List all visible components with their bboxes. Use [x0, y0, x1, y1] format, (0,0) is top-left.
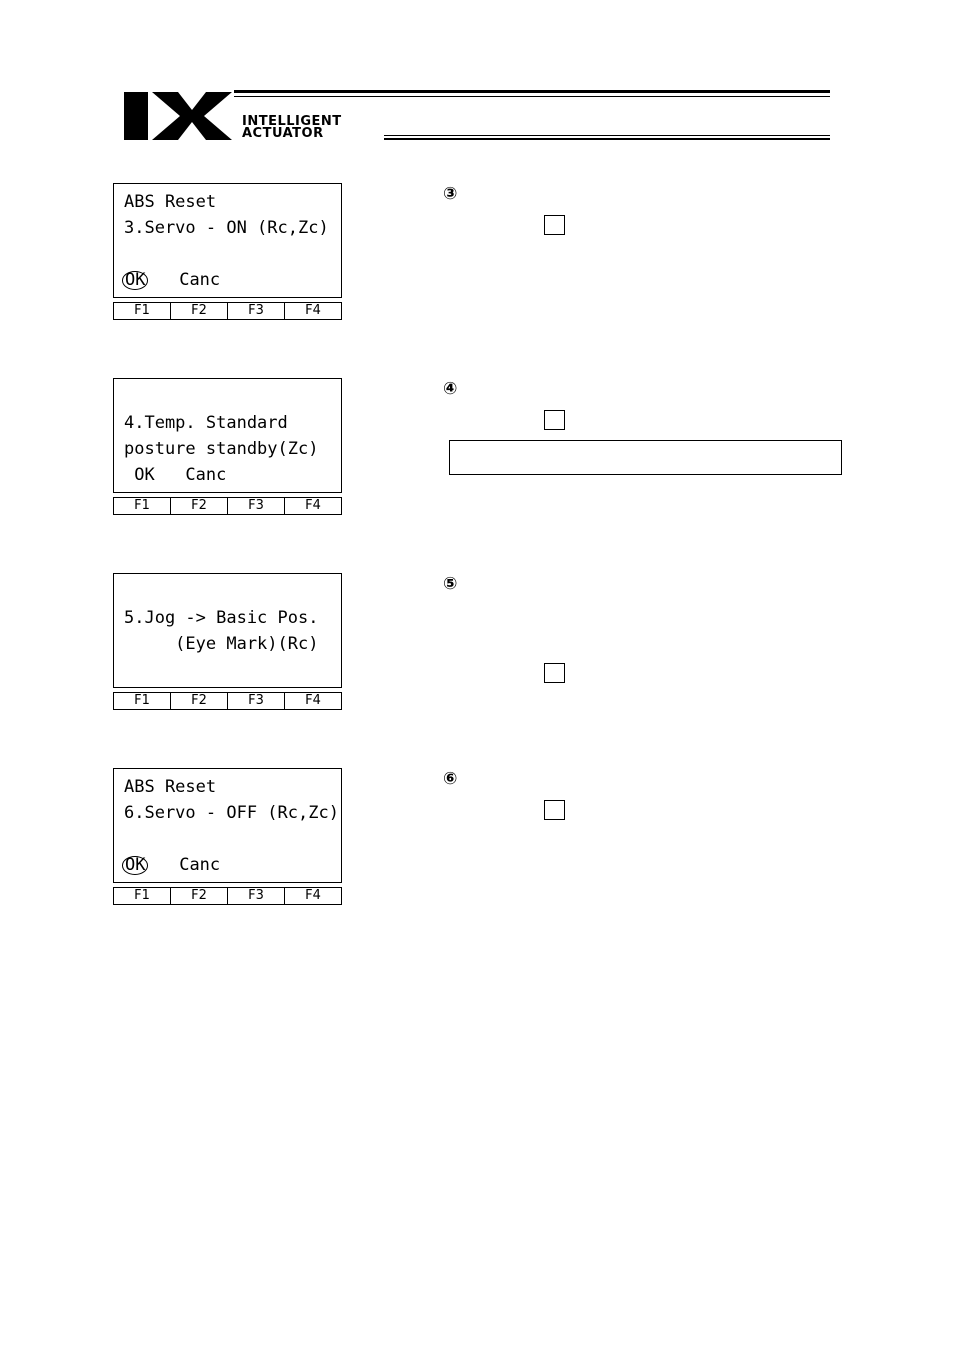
logo-text-line1: INTELLIGENT: [242, 114, 342, 129]
page-header: [122, 88, 830, 144]
ok-option-circled: OK: [122, 271, 148, 290]
key-placeholder-box: [544, 215, 565, 235]
pendant-screen-step3: [113, 183, 342, 298]
screen-line: ABS Reset: [124, 192, 217, 212]
function-key-bar: [113, 302, 342, 320]
screen-line: 6.Servo - OFF (Rc,Zc): [124, 803, 339, 823]
note-box: [449, 440, 842, 475]
screen-line: [124, 855, 220, 875]
header-rule: [384, 135, 830, 136]
f4-key[interactable]: F4: [305, 693, 321, 708]
screen-line: [124, 270, 220, 290]
header-rule: [384, 138, 830, 140]
screen-line: 3.Servo - ON (Rc,Zc): [124, 218, 329, 238]
pendant-screen-step4: [113, 378, 342, 493]
f1-key[interactable]: F1: [114, 693, 171, 709]
f2-key[interactable]: F2: [171, 303, 228, 319]
f2-key[interactable]: F2: [171, 888, 228, 904]
key-placeholder-box: [544, 410, 565, 430]
f4-key[interactable]: F4: [305, 303, 321, 318]
screen-line: 5.Jog -> Basic Pos.: [124, 608, 319, 628]
header-rule: [234, 96, 830, 97]
header-rule: [234, 90, 830, 93]
function-key-bar: [113, 497, 342, 515]
f2-key[interactable]: F2: [171, 693, 228, 709]
f3-key[interactable]: F3: [228, 888, 285, 904]
pendant-screen-step6: [113, 768, 342, 883]
key-placeholder-box: [544, 663, 565, 683]
function-key-bar: [113, 887, 342, 905]
logo-text: [242, 116, 342, 140]
f4-key[interactable]: F4: [305, 888, 321, 903]
screen-line: OK Canc: [124, 465, 227, 485]
f3-key[interactable]: F3: [228, 303, 285, 319]
cancel-option: Canc: [179, 270, 221, 290]
f3-key[interactable]: F3: [228, 498, 285, 514]
screen-line: ABS Reset: [124, 777, 217, 797]
step-number-3: ③: [443, 184, 458, 204]
step-number-6: ⑥: [443, 769, 458, 789]
step-number-4: ④: [443, 379, 458, 399]
f1-key[interactable]: F1: [114, 303, 171, 319]
screen-line: 4.Temp. Standard: [124, 413, 288, 433]
ix-logo: [122, 90, 234, 142]
pendant-screen-step5: [113, 573, 342, 688]
f1-key[interactable]: F1: [114, 498, 171, 514]
f1-key[interactable]: F1: [114, 888, 171, 904]
f4-key[interactable]: F4: [305, 498, 321, 513]
screen-line: (Eye Mark)(Rc): [124, 634, 319, 654]
f2-key[interactable]: F2: [171, 498, 228, 514]
step-number-5: ⑤: [443, 574, 458, 594]
key-placeholder-box: [544, 800, 565, 820]
logo-text-line2: ACTUATOR: [242, 126, 324, 141]
cancel-option: Canc: [179, 855, 221, 875]
ok-option-circled: OK: [122, 856, 148, 875]
f3-key[interactable]: F3: [228, 693, 285, 709]
screen-line: posture standby(Zc): [124, 439, 319, 459]
function-key-bar: [113, 692, 342, 710]
